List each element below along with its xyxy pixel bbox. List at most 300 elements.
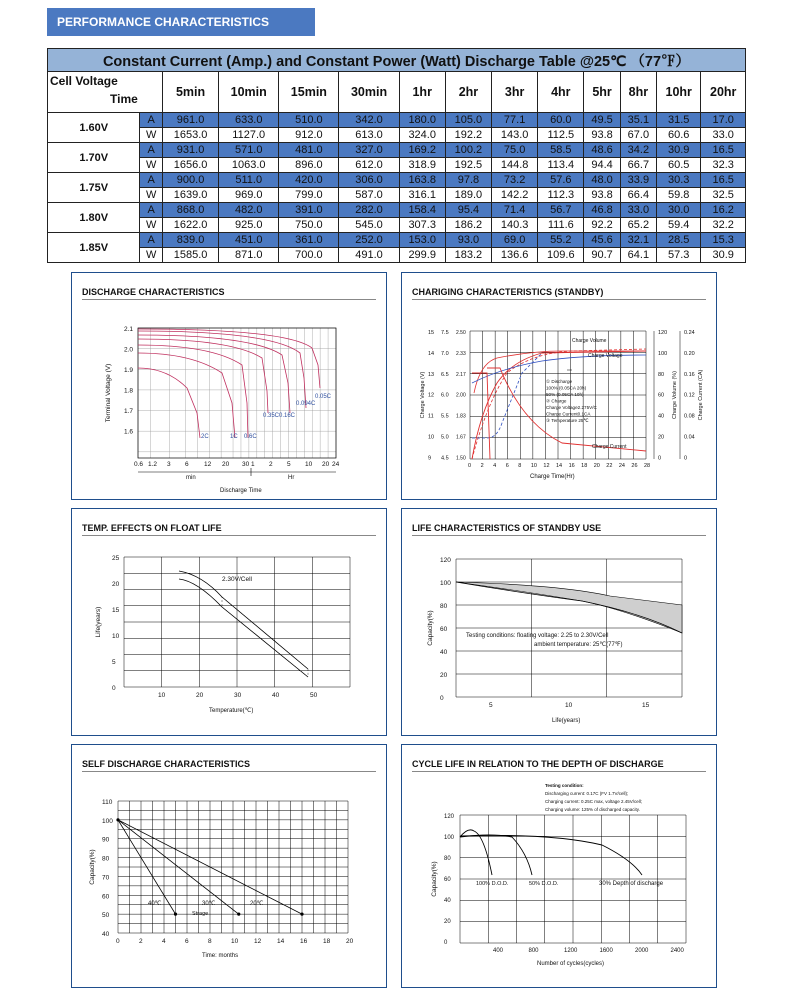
y-tick-label: 60 [658,392,665,399]
data-point [116,818,119,821]
panel-title: LIFE CHARACTERISTICS OF STANDBY USE [412,523,706,536]
table-cell: 163.8 [399,173,445,188]
y-axis-label: Charge Volume (%) [672,371,678,419]
y-tick-label: 9 [428,455,432,462]
x-tick-label: 50 [310,692,318,699]
table-cell: 58.5 [538,143,584,158]
legend-text: ③ Temperature 25℃ [546,418,589,423]
y-axis-label: Capacity(%) [89,849,96,885]
table-cell: 16.5 [701,143,746,158]
condition-text: Testing condition: [545,783,584,788]
x-tick-label: 1 [251,461,255,468]
table-cell: 896.0 [279,158,339,173]
table-cell: 700.0 [279,248,339,263]
table-cell: 1585.0 [163,248,219,263]
table-cell: 17.0 [701,113,746,128]
x-tick-label: 0 [468,463,472,469]
table-cell: 100.2 [445,143,491,158]
table-cell: 65.2 [620,218,656,233]
y-axis-label: Terminal Voltage (V) [105,363,112,423]
data-point [300,913,303,916]
x-tick-label: 2 [269,461,273,468]
voltage-cell: 1.60V [48,113,140,143]
table-cell: 59.8 [657,188,701,203]
y-axis-label: Capacity(%) [427,610,434,646]
y-tick-label: 80 [102,855,110,863]
unit-cell: A [140,233,163,248]
table-cell: 391.0 [279,203,339,218]
table-row [48,143,746,158]
table-row [48,173,746,188]
table-cell: 60.5 [657,158,701,173]
y-tick-label: 80 [444,855,451,862]
table-cell: 307.3 [399,218,445,233]
x-tick-label: 800 [528,948,539,954]
table-cell: 327.0 [339,143,399,158]
series-label: 100% D.O.D. [476,881,509,887]
table-cell: 15.3 [701,233,746,248]
table-cell: 97.8 [445,173,491,188]
y-tick-label: 2.50 [456,330,466,336]
curve-label: Charge Voltage [588,353,623,359]
table-cell: 342.0 [339,113,399,128]
table-title: Constant Current (Amp.) and Constant Power (Watt) Discharge Table @25℃ （77℉） [48,49,746,72]
y-tick-label: 120 [658,330,668,336]
curve-label: 0.16C [279,413,296,419]
section-header: PERFORMANCE CHARACTERISTICS [47,8,315,36]
table-cell: 143.0 [492,128,538,143]
x-tick-label: 6 [185,938,189,945]
table-cell: 105.0 [445,113,491,128]
curve-label: 1C [230,434,238,440]
table-row [48,233,746,248]
table-cell: 73.2 [492,173,538,188]
x-tick-label: 16 [568,463,575,469]
table-row [48,158,746,173]
legend-text: ② Charge [546,398,567,404]
min-label: min [186,475,196,481]
data-point [237,913,240,916]
x-tick-label: 0 [116,938,120,945]
column-header: 30min [339,72,399,113]
table-cell: 144.8 [492,158,538,173]
life-panel [401,508,717,736]
x-tick-label: 2000 [635,948,649,954]
column-header: 20hr [701,72,746,113]
y-tick-label: 0 [440,695,444,702]
y-tick-label: 40 [440,649,448,656]
x-tick-label: 4 [162,938,166,945]
x-tick-label: 12 [254,938,262,945]
table-cell: 871.0 [219,248,279,263]
y-tick-label: 15 [428,330,435,336]
y-tick-label: 2.17 [456,371,466,378]
y-tick-label: 60 [102,893,110,901]
x-tick-label: 10 [530,463,537,469]
unit-cell: W [140,218,163,233]
discharge-curve [138,368,200,438]
table-cell: 32.3 [701,158,746,173]
y-tick-label: 15 [112,607,120,614]
table-cell: 140.3 [492,218,538,233]
x-tick-label: 6 [505,463,509,469]
table-cell: 136.6 [492,248,538,263]
charging-chart [402,273,717,500]
table-cell: 451.0 [219,233,279,248]
series-label: 50% D.O.D. [529,881,559,887]
table-cell: 46.8 [584,203,620,218]
discharge-curve [138,345,248,438]
table-cell: 57.6 [538,173,584,188]
series-label: 30% Depth of discharge [599,881,664,887]
x-tick-label: 8 [518,463,522,469]
self-discharge-panel [71,744,387,988]
x-tick-label: 2400 [670,948,684,954]
table-cell: 30.9 [701,248,746,263]
table-cell: 868.0 [163,203,219,218]
y-tick-label: 12 [428,392,435,399]
table-cell: 112.3 [538,188,584,203]
self-discharge-chart [72,745,387,988]
table-cell: 92.2 [584,218,620,233]
discharge-curve [138,331,306,408]
column-header: 5hr [584,72,620,113]
y-tick-label: 1.50 [456,455,466,462]
table-cell: 252.0 [339,233,399,248]
legend-text: 100% (0.05CA 20h) [546,385,587,391]
table-cell: 169.2 [399,143,445,158]
y-tick-label: 25 [112,555,120,562]
table-row [48,203,746,218]
y-tick-label: 2.33 [456,350,466,357]
y-tick-label: 5 [112,659,116,666]
temp-chart [72,509,387,736]
y-tick-label: 5.5 [441,413,449,420]
x-tick-label: 2 [480,463,484,469]
column-header: 2hr [445,72,491,113]
table-cell: 48.6 [584,143,620,158]
y-tick-label: 100 [444,834,455,841]
y-tick-label: 80 [658,371,665,378]
x-axis-label: Life(years) [552,718,581,724]
y-tick-label: 120 [444,814,455,820]
column-header: 3hr [492,72,538,113]
x-tick-label: 1.2 [148,461,158,468]
table-cell: 48.0 [584,173,620,188]
table-cell: 158.4 [399,203,445,218]
column-header: 5min [163,72,219,113]
data-point [174,913,177,916]
x-tick-label: 30 [234,692,242,699]
y-axis-label: Capacity(%) [431,861,438,897]
temp-panel [71,508,387,736]
table-cell: 30.9 [657,143,701,158]
table-cell: 111.6 [538,218,584,233]
series-label: 30℃ [202,901,216,907]
table-cell: 142.2 [492,188,538,203]
table-cell: 750.0 [279,218,339,233]
y-tick-label: 40 [102,931,110,938]
y-tick-label: 0 [112,685,116,692]
table-cell: 64.1 [620,248,656,263]
x-tick-label: 0.6 [134,461,144,468]
discharge-chart [72,273,387,500]
table-cell: 49.5 [584,113,620,128]
x-tick-label: 30 [242,461,250,468]
table-cell: 33.0 [701,128,746,143]
x-tick-label: 10 [305,461,313,468]
table-cell: 35.1 [620,113,656,128]
x-axis-label: Temperature(℃) [209,708,254,714]
table-cell: 282.0 [339,203,399,218]
column-header: 4hr [538,72,584,113]
discharge-curve [138,353,235,438]
x-tick-label: 14 [556,463,563,469]
x-tick-label: 15 [642,702,650,709]
legend-text: Charge Current0.1CA [546,411,591,417]
panel-title: DISCHARGE CHARACTERISTICS [82,287,376,300]
y-tick-label: 0.16 [684,371,695,378]
y-tick-label: 90 [102,836,110,844]
y-tick-label: 0.24 [684,330,695,336]
table-cell: 67.0 [620,128,656,143]
y-tick-label: 6.5 [441,371,449,378]
voltage-cell: 1.70V [48,143,140,173]
table-cell: 94.4 [584,158,620,173]
y-tick-label: 60 [440,626,448,633]
x-tick-label: 26 [631,463,638,469]
legend-text: 50% (0.05CA 10h) [546,392,584,397]
y-tick-label: 4.5 [441,455,449,462]
x-tick-label: 4 [493,463,497,469]
x-tick-label: 22 [606,463,613,469]
x-tick-label: 2 [139,938,143,945]
y-tick-label: 1.67 [456,434,466,441]
y-tick-label: 0 [658,455,662,462]
legend-text: ① Discharge [546,379,573,384]
table-cell: 77.1 [492,113,538,128]
table-cell: 361.0 [279,233,339,248]
x-axis-label: Time: months [202,953,239,959]
charge-volume-curve [472,349,646,459]
x-tick-label: 20 [196,692,204,699]
x-tick-label: 16 [300,938,308,945]
table-cell: 109.6 [538,248,584,263]
panel-title: SELF DISCHARGE CHARACTERISTICS [82,759,376,772]
table-cell: 1653.0 [163,128,219,143]
table-cell: 66.7 [620,158,656,173]
table-row [48,218,746,233]
x-tick-label: 12 [543,463,550,469]
discharge-table [47,48,746,263]
y-tick-label: 20 [658,434,665,441]
x-tick-label: 12 [204,461,212,468]
x-tick-label: 20 [322,461,330,468]
table-cell: 912.0 [279,128,339,143]
table-cell: 183.2 [445,248,491,263]
table-cell: 613.0 [339,128,399,143]
y-tick-label: 100 [658,350,668,357]
y-tick-label: 1.8 [124,387,134,395]
condition-text: Charging current: 0.25C max, voltage 2.45V/cell; [545,799,643,804]
table-cell: 33.0 [620,203,656,218]
y-tick-label: 2.00 [456,392,466,399]
x-tick-label: 20 [346,938,354,945]
curve-label: 2C [201,434,209,440]
y-tick-label: 1.9 [124,367,134,374]
table-cell: 511.0 [219,173,279,188]
table-cell: 299.9 [399,248,445,263]
y-tick-label: 13 [428,371,435,378]
table-cell: 482.0 [219,203,279,218]
series-label: 40℃ [148,901,162,907]
x-tick-label: 20 [222,461,230,468]
table-row [48,113,746,128]
unit-cell: W [140,158,163,173]
x-tick-label: 10 [158,692,166,699]
table-cell: 571.0 [219,143,279,158]
table-cell: 16.5 [701,173,746,188]
table-cell: 420.0 [279,173,339,188]
capacity-band [456,582,682,633]
corner-bottom: Time [110,92,138,106]
x-tick-label: 3 [167,461,171,468]
table-cell: 90.7 [584,248,620,263]
y-tick-label: 20 [112,581,120,588]
x-tick-label: 20 [593,463,600,469]
y-tick-label: 0.20 [684,350,695,357]
table-cell: 34.2 [620,143,656,158]
y-tick-label: 80 [440,603,448,610]
curve-label: Charge Current [592,444,627,450]
table-cell: 32.1 [620,233,656,248]
unit-cell: A [140,143,163,158]
x-tick-label: 1600 [599,948,613,954]
unit-cell: A [140,113,163,128]
x-tick-label: 1200 [564,948,578,954]
table-cell: 961.0 [163,113,219,128]
life-chart [402,509,717,736]
table-cell: 93.8 [584,188,620,203]
table-cell: 839.0 [163,233,219,248]
table-cell: 59.4 [657,218,701,233]
y-axis-label: Charge Voltage (V) [420,371,426,419]
y-tick-label: 120 [440,557,451,564]
y-tick-label: 5.0 [441,434,449,441]
y-tick-label: 40 [444,897,451,904]
table-cell: 180.0 [399,113,445,128]
condition-text: ambient temperature: 25℃(77℉) [534,642,623,648]
unit-cell: W [140,128,163,143]
corner-cell [48,72,162,112]
table-cell: 925.0 [219,218,279,233]
table-cell: 55.2 [538,233,584,248]
table-cell: 633.0 [219,113,279,128]
voltage-cell: 1.85V [48,233,140,263]
table-cell: 32.5 [701,188,746,203]
y-tick-label: 0.04 [684,434,695,441]
y-axis-label: Life(years) [95,606,102,638]
table-cell: 1639.0 [163,188,219,203]
table-cell: 16.2 [701,203,746,218]
x-tick-label: 24 [618,463,625,469]
hr-label: Hr [288,475,295,481]
table-cell: 95.4 [445,203,491,218]
table-cell: 189.0 [445,188,491,203]
y-tick-label: 20 [444,918,451,925]
table-cell: 71.4 [492,203,538,218]
table-cell: 32.2 [701,218,746,233]
table-row [48,248,746,263]
table-row [48,128,746,143]
table-cell: 1063.0 [219,158,279,173]
cycle-curve [460,835,532,875]
legend-text: Charge Voltage2.275V/C [546,405,597,410]
table-cell: 28.5 [657,233,701,248]
unit-cell: W [140,248,163,263]
x-tick-label: 8 [208,938,212,945]
curve-label: 0.6C [244,434,257,440]
unit-cell: A [140,173,163,188]
y-tick-label: 0.08 [684,413,695,420]
table-cell: 192.2 [445,128,491,143]
y-tick-label: 1.6 [124,428,134,436]
discharge-panel [71,272,387,500]
y-tick-label: 0.12 [684,392,695,399]
y-tick-label: 20 [440,672,448,679]
x-tick-label: 28 [644,463,651,469]
y-tick-label: 7.0 [441,350,449,357]
table-cell: 153.0 [399,233,445,248]
y-tick-label: 11 [428,413,434,420]
table-cell: 510.0 [279,113,339,128]
table-cell: 306.0 [339,173,399,188]
table-cell: 545.0 [339,218,399,233]
y-tick-label: 40 [658,413,665,420]
life-band [222,597,308,677]
table-cell: 30.0 [657,203,701,218]
x-tick-label: 10 [231,938,239,945]
column-header: 15min [279,72,339,113]
table-cell: 93.8 [584,128,620,143]
cycle-chart [402,745,717,988]
curve-label: Charge Volume [572,338,607,344]
voltage-cell: 1.75V [48,173,140,203]
curve-label: 0.05C [315,394,332,400]
x-tick-label: 40 [272,692,280,699]
x-tick-label: 18 [581,463,588,469]
y-tick-label: 7.5 [441,330,449,336]
y-tick-label: 1.83 [456,413,466,420]
x-tick-label: 400 [493,948,504,954]
y-tick-label: 0 [444,939,448,946]
y-tick-label: 100 [440,580,451,587]
y-tick-label: 100 [102,817,113,825]
table-cell: 931.0 [163,143,219,158]
y-tick-label: 70 [102,874,110,882]
table-cell: 186.2 [445,218,491,233]
table-cell: 1656.0 [163,158,219,173]
x-axis-label: Discharge Time [220,488,262,494]
panel-title: CHARIGING CHARACTERISTICS (STANDBY) [412,287,706,300]
table-cell: 69.0 [492,233,538,248]
x-axis-label: Number of cycles(cycles) [537,961,605,967]
y-tick-label: 2.0 [124,346,134,354]
table-cell: 900.0 [163,173,219,188]
y-tick-label: 14 [428,350,435,357]
condition-text: Charging volume: 125% of discharged capacity. [545,807,640,812]
table-cell: 75.0 [492,143,538,158]
